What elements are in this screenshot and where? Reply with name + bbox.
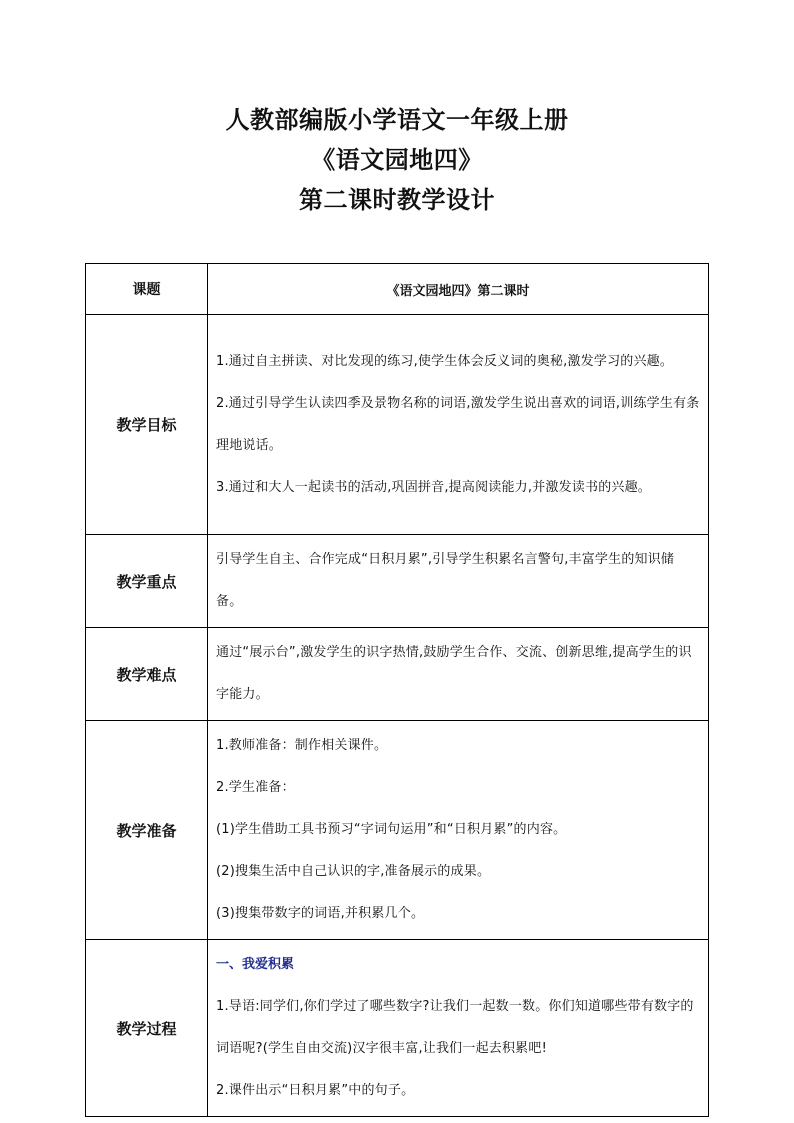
objectives-content: [208, 315, 709, 535]
process-item: 1.导语:同学们,你们学过了哪些数字?让我们一起数一数。你们知道哪些带有数字的词语呢?(学生自由交流)汉字很丰富,让我们一起去积累吧!: [216, 999, 694, 1056]
process-row: [86, 940, 709, 1117]
preparation-item: (3)搜集带数字的词语,并积累几个。: [216, 906, 425, 921]
difficulties-content: [208, 628, 709, 721]
preparation-item: (1)学生借助工具书预习“字词句运用”和“日积月累”的内容。: [216, 822, 567, 837]
preparation-label: 教学准备: [86, 721, 208, 940]
objective-item: 2.通过引导学生认读四季及景物名称的词语,激发学生说出喜欢的词语,训练学生有条理地说话。: [216, 395, 700, 453]
process-label: 教学过程: [86, 940, 208, 1117]
objective-item: 1.通过自主拼读、对比发现的练习,使学生体会反义词的奥秘,激发学习的兴趣。: [216, 353, 674, 369]
key-points-label: 教学重点: [86, 535, 208, 628]
section-title: 我爱积累: [242, 957, 295, 972]
key-points-text: 引导学生自主、合作完成“日积月累”,引导学生积累名言警句,丰富学生的知识储备。: [216, 552, 675, 609]
process-content: [208, 940, 709, 1117]
title-line-3: 第二课时教学设计: [299, 186, 495, 214]
section-number: 一、: [216, 957, 243, 972]
key-points-row: [86, 535, 709, 628]
objectives-row: [86, 315, 709, 535]
topic-value: 《语文园地四》第二课时: [208, 264, 709, 315]
difficulties-label: 教学难点: [86, 628, 208, 721]
process-section-heading: [216, 944, 700, 986]
difficulties-text: 通过“展示台”,激发学生的识字热情,鼓励学生合作、交流、创新思维,提高学生的识字能力。: [216, 645, 692, 702]
objective-item: 3.通过和大人一起读书的活动,巩固拼音,提高阅读能力,并激发读书的兴趣。: [216, 479, 652, 495]
preparation-row: [86, 721, 709, 940]
difficulties-row: [86, 628, 709, 721]
topic-row: [86, 264, 709, 315]
preparation-item: 2.学生准备：: [216, 780, 295, 795]
lesson-plan-table: [85, 263, 709, 1117]
document-title: [0, 100, 794, 220]
objectives-label: 教学目标: [86, 315, 208, 535]
key-points-content: [208, 535, 709, 628]
title-line-2: 《语文园地四》: [311, 146, 483, 174]
preparation-content: [208, 721, 709, 940]
preparation-item: 1.教师准备：制作相关课件。: [216, 738, 388, 753]
topic-label: 课题: [86, 264, 208, 315]
preparation-item: (2)搜集生活中自己认识的字,准备展示的成果。: [216, 864, 491, 879]
process-item: 2.课件出示“日积月累”中的句子。: [216, 1083, 415, 1098]
title-line-1: 人教部编版小学语文一年级上册: [225, 106, 569, 134]
